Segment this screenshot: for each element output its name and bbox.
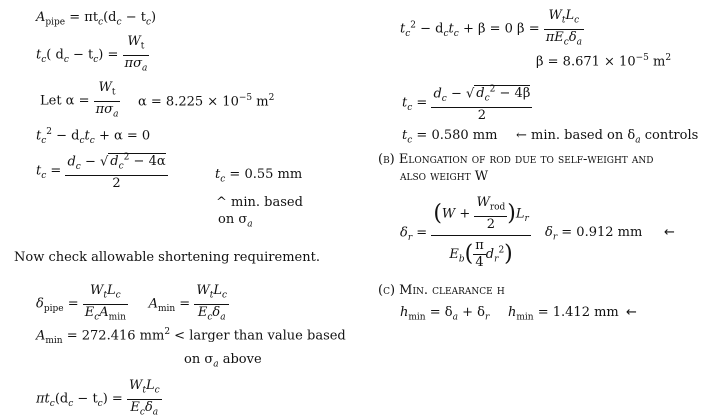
- apipe-equation: $A_{pipe} = \pi t_c(d_c - t_c)$: [36, 10, 157, 28]
- now-check-text: Now check allowable shortening requirement.: [14, 250, 320, 265]
- delta-r-value: $\delta_r = 0.912$ mm: [545, 225, 643, 243]
- final-equation: $\pi t_c(d_c - t_c)$ = $\frac{W_tL_c}{E_c\delta_a}$: [36, 378, 160, 418]
- h-min-value: $h_{min} = 1.412$ mm: [508, 305, 619, 323]
- tc-quadratic-solution: $t_c$ = $\frac{d_c - √ d_c^2 - 4\alpha}{2}$: [36, 150, 168, 192]
- min-based-note: ^ min. based: [216, 195, 303, 210]
- tc-value: $t_c = 0.55$ mm: [215, 167, 303, 185]
- part-b-heading: (b) Elongation of rod due to self-weight and: [378, 152, 654, 167]
- min-based-note-2: on $\sigma_a$: [218, 212, 253, 230]
- delta-pipe-equation: $\delta_{pipe}$ = $\frac{W_tL_c}{E_cA_{min}}$ $A_{min}$ = $\frac{W_tL_c}{E_c\delta_a}$: [36, 283, 228, 323]
- tc-beta-note: ← min. based on $\delta_a$ controls: [516, 128, 699, 146]
- tc-beta-solution: $t_c$ = $\frac{d_c - √ d_c^2 - 4\beta}{2}$: [402, 82, 532, 124]
- part-b-heading-2: also weight W: [400, 169, 489, 184]
- quadratic-alpha: $t_c^2 - d_ct_c + \alpha = 0$: [36, 127, 151, 146]
- on-sigma-above: on $\sigma_a$ above: [184, 352, 262, 370]
- delta-r-arrow: ←: [664, 225, 675, 240]
- delta-r-equation: $\delta_r$ = (W + $\frac{W_{rod}}{2}$ )$L_r$ $E_b$( $\frac{\pi}{4}$ $d_r^2$): [400, 195, 529, 270]
- tc-beta-result: $t_c = 0.580$ mm: [402, 128, 498, 146]
- let-alpha: Let α = $\frac{W_t}{\pi\sigma_a}$: [40, 80, 119, 120]
- h-min-arrow: ←: [626, 305, 637, 320]
- quadratic-beta: $t_c^2 - d_ct_c + \beta = 0$ β = $\frac{W_tL_c}{\pi E_c\delta_a}$: [400, 8, 583, 48]
- beta-value: $\beta = 8.671 \times 10^{-5}$ $m^2$: [536, 53, 672, 70]
- alpha-value: $\alpha = 8.225 \times 10^{-5}$ $m^2$: [138, 93, 275, 110]
- tc-equation: $t_c$( $d_c - t_c$) = $\frac{W_t}{\pi\sigma_a}$: [36, 34, 148, 74]
- part-c-heading: (c) Min. clearance h: [378, 283, 505, 298]
- h-min-equation: $h_{min} = \delta_a + \delta_r$: [400, 305, 490, 323]
- amin-value: $A_{min} = 272.416$ $mm^2$ < larger than value based: [36, 327, 346, 346]
